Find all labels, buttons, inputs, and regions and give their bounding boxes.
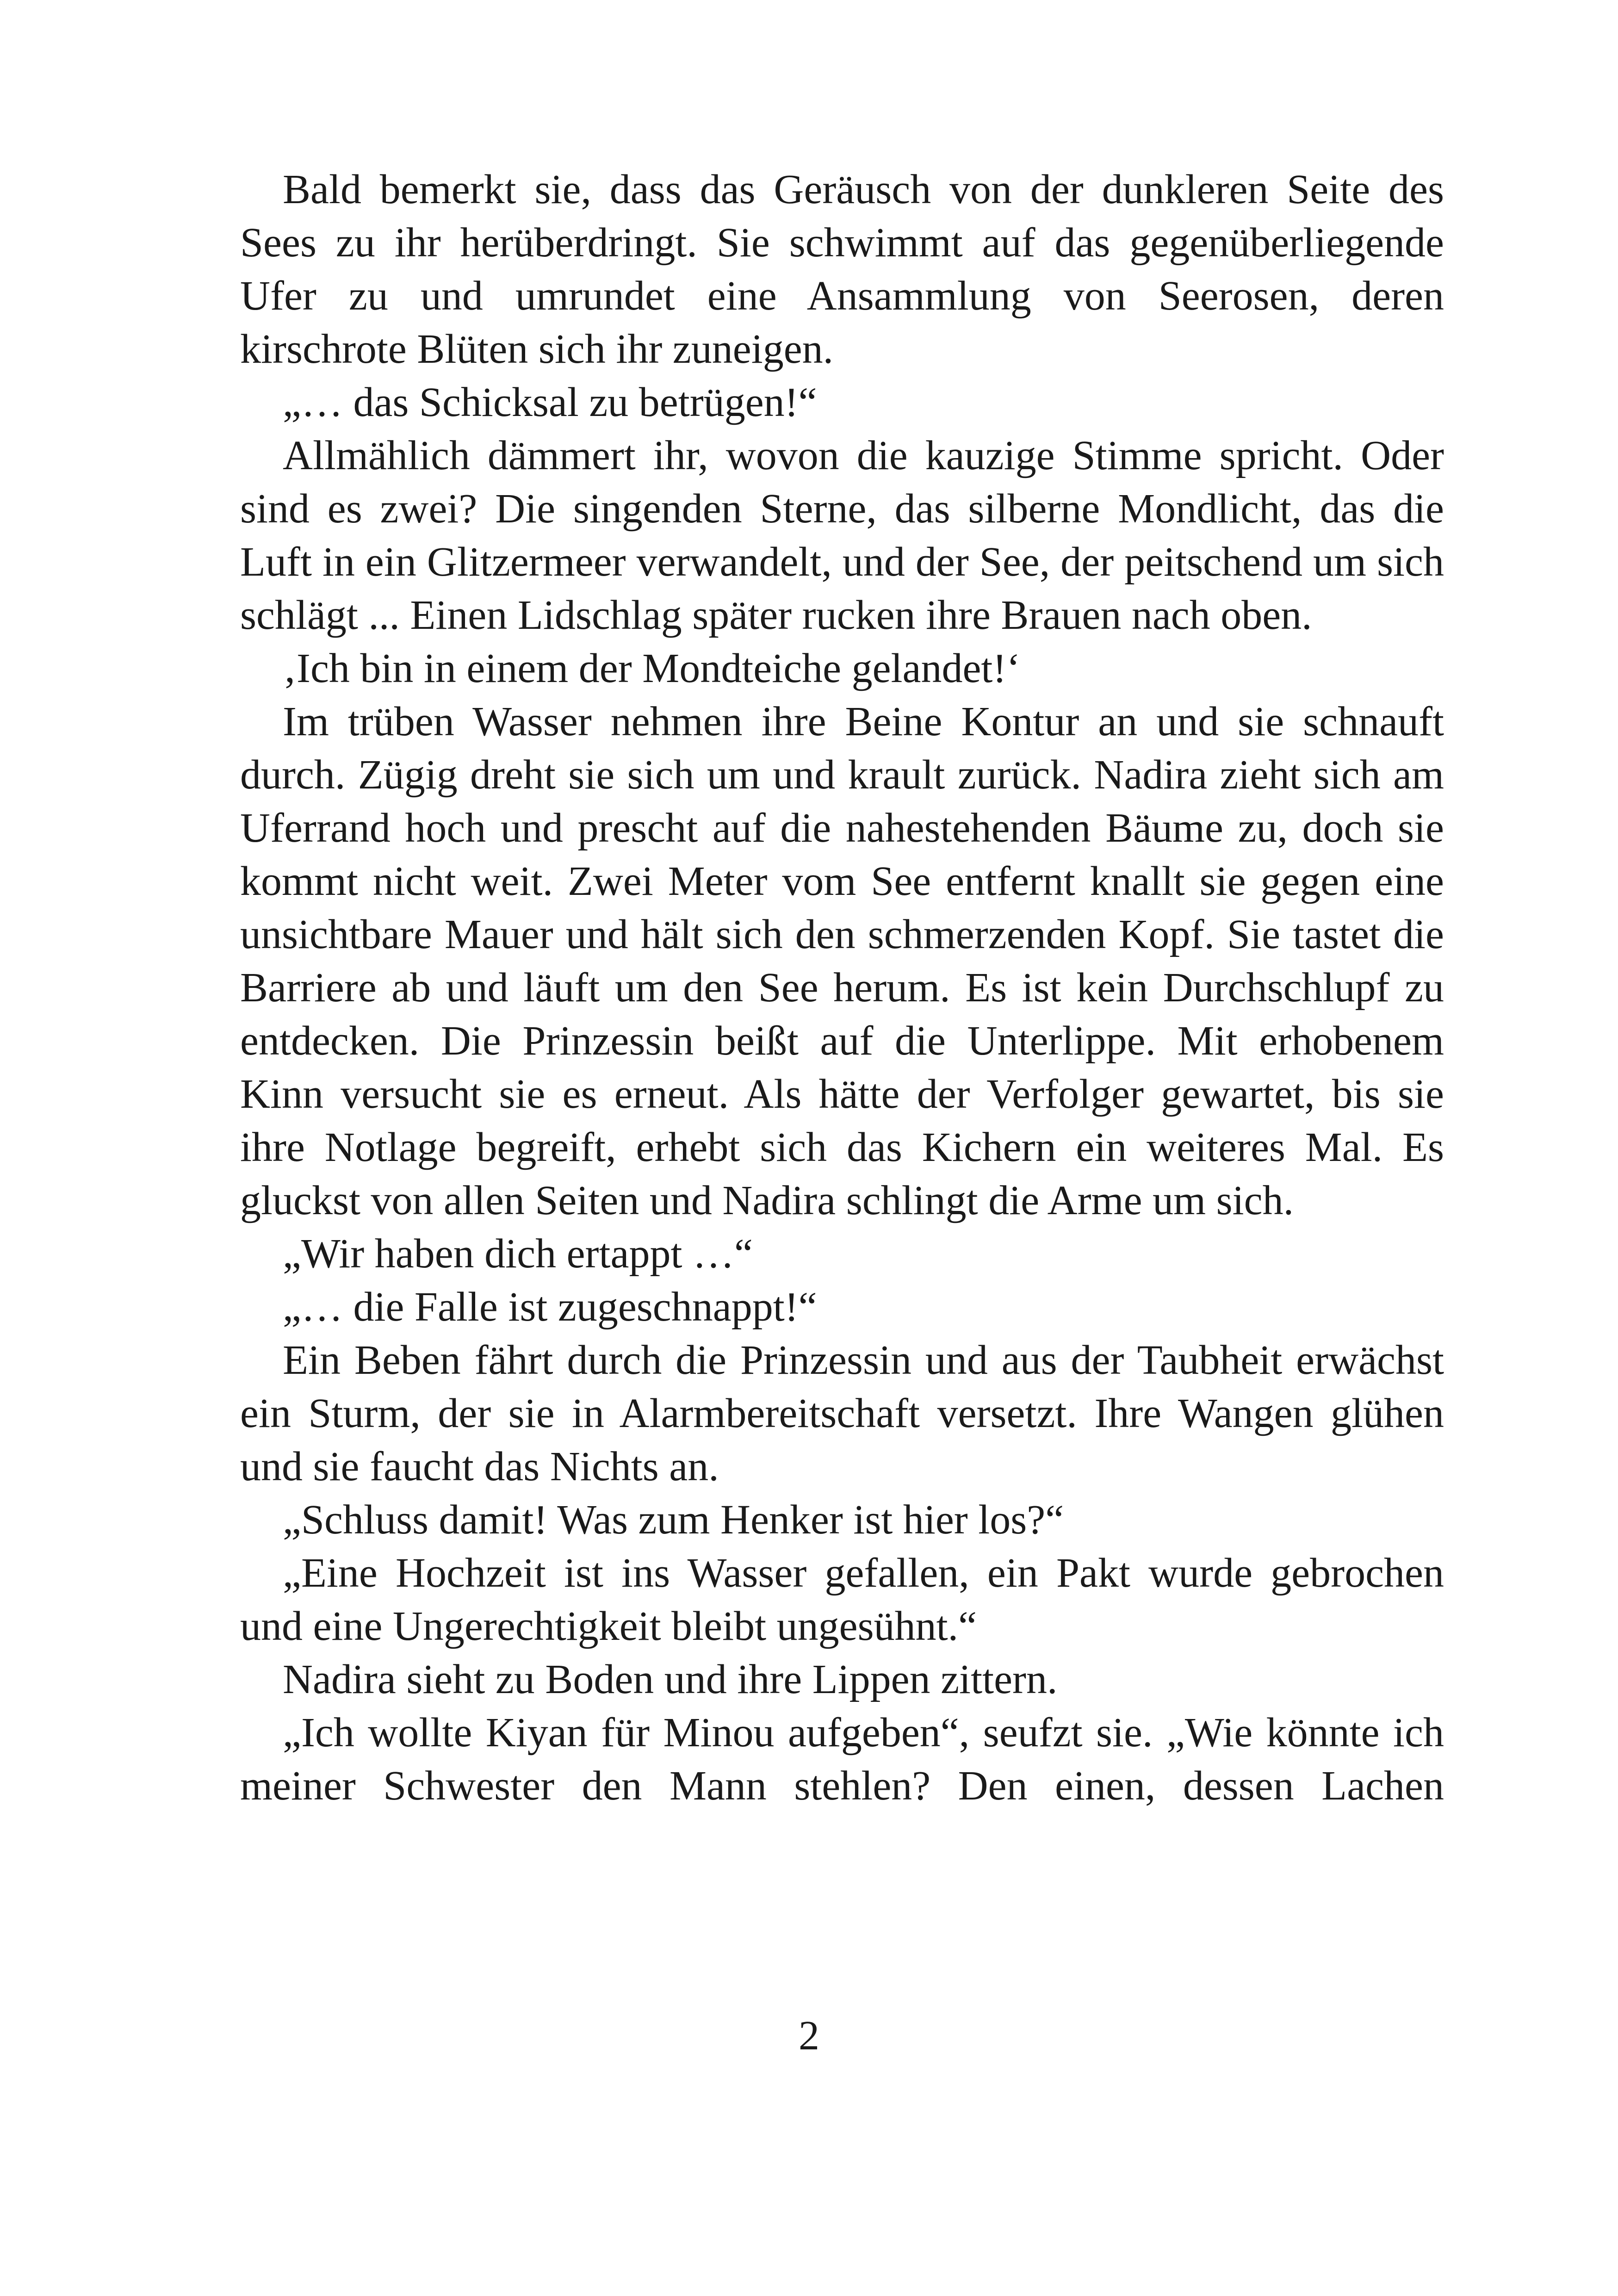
paragraph: Nadira sieht zu Boden und ihre Lippen zittern. <box>283 1657 1058 1702</box>
paragraph: Bald bemerkt sie, dass das Geräusch von der dunkleren Seite des Sees zu ihr herüberdringt. Sie schwimmt auf das gegenüberliegende Ufer zu und umrundet eine Ansammlung von Seerosen, deren kirschrote Blüten sich ihr zuneigen. <box>240 167 1444 372</box>
paragraph: ‚Ich bin in einem der Mondteiche gelandet!‘ <box>283 645 1021 691</box>
page-number: 2 <box>799 2013 819 2059</box>
paragraph: Ein Beben fährt durch die Prinzessin und aus der Taubheit erwächst ein Sturm, der sie in Alarmbereitschaft versetzt. Ihre Wangen glühen und sie faucht das Nichts an. <box>240 1337 1444 1489</box>
paragraph: „Schluss damit! Was zum Henker ist hier los?“ <box>283 1497 1064 1543</box>
paragraph: „… das Schicksal zu betrügen!“ <box>283 379 817 425</box>
paragraph: „… die Falle ist zugeschnappt!“ <box>283 1284 817 1330</box>
paragraph: „Ich wollte Kiyan für Minou aufgeben“, seufzt sie. „Wie könnte ich meiner Schwester den Mann stehlen? Den einen, dessen Lachen <box>240 1710 1444 1809</box>
paragraph: Im trüben Wasser nehmen ihre Beine Kontur an und sie schnauft durch. Zügig dreht sie sich um und krault zurück. Nadira zieht sich am Uferrand hoch und prescht auf die nahestehenden Bäume zu, doch sie kommt nicht weit. Zwei Meter vom See entfernt knallt sie gegen eine unsichtbare Mauer und hält sich den schmerzenden Kopf. Sie tastet die Barriere ab und läuft um den See herum. Es ist kein Durchschlupf zu entdecken. Die Prinzessin beißt auf die Unterlippe. Mit erhobenem Kinn versucht sie es erneut. Als hätte der Verfolger gewartet, bis sie ihre Notlage begreift, erhebt sich das Kichern ein weiteres Mal. Es gluckst von allen Seiten und Nadira schlingt die Arme um sich. <box>240 699 1444 1223</box>
body-text <box>240 163 1444 1812</box>
paragraph: Allmählich dämmert ihr, wovon die kauzige Stimme spricht. Oder sind es zwei? Die singenden Sterne, das silberne Mondlicht, das die Luft in ein Glitzermeer verwandelt, und der See, der peitschend um sich schlägt ... Einen Lidschlag später rucken ihre Brauen nach oben. <box>240 433 1444 638</box>
paragraph: „Wir haben dich ertappt …“ <box>283 1231 753 1277</box>
paragraph: „Eine Hochzeit ist ins Wasser gefallen, ein Pakt wurde gebrochen und eine Ungerechtigkeit bleibt ungesühnt.“ <box>240 1550 1444 1649</box>
